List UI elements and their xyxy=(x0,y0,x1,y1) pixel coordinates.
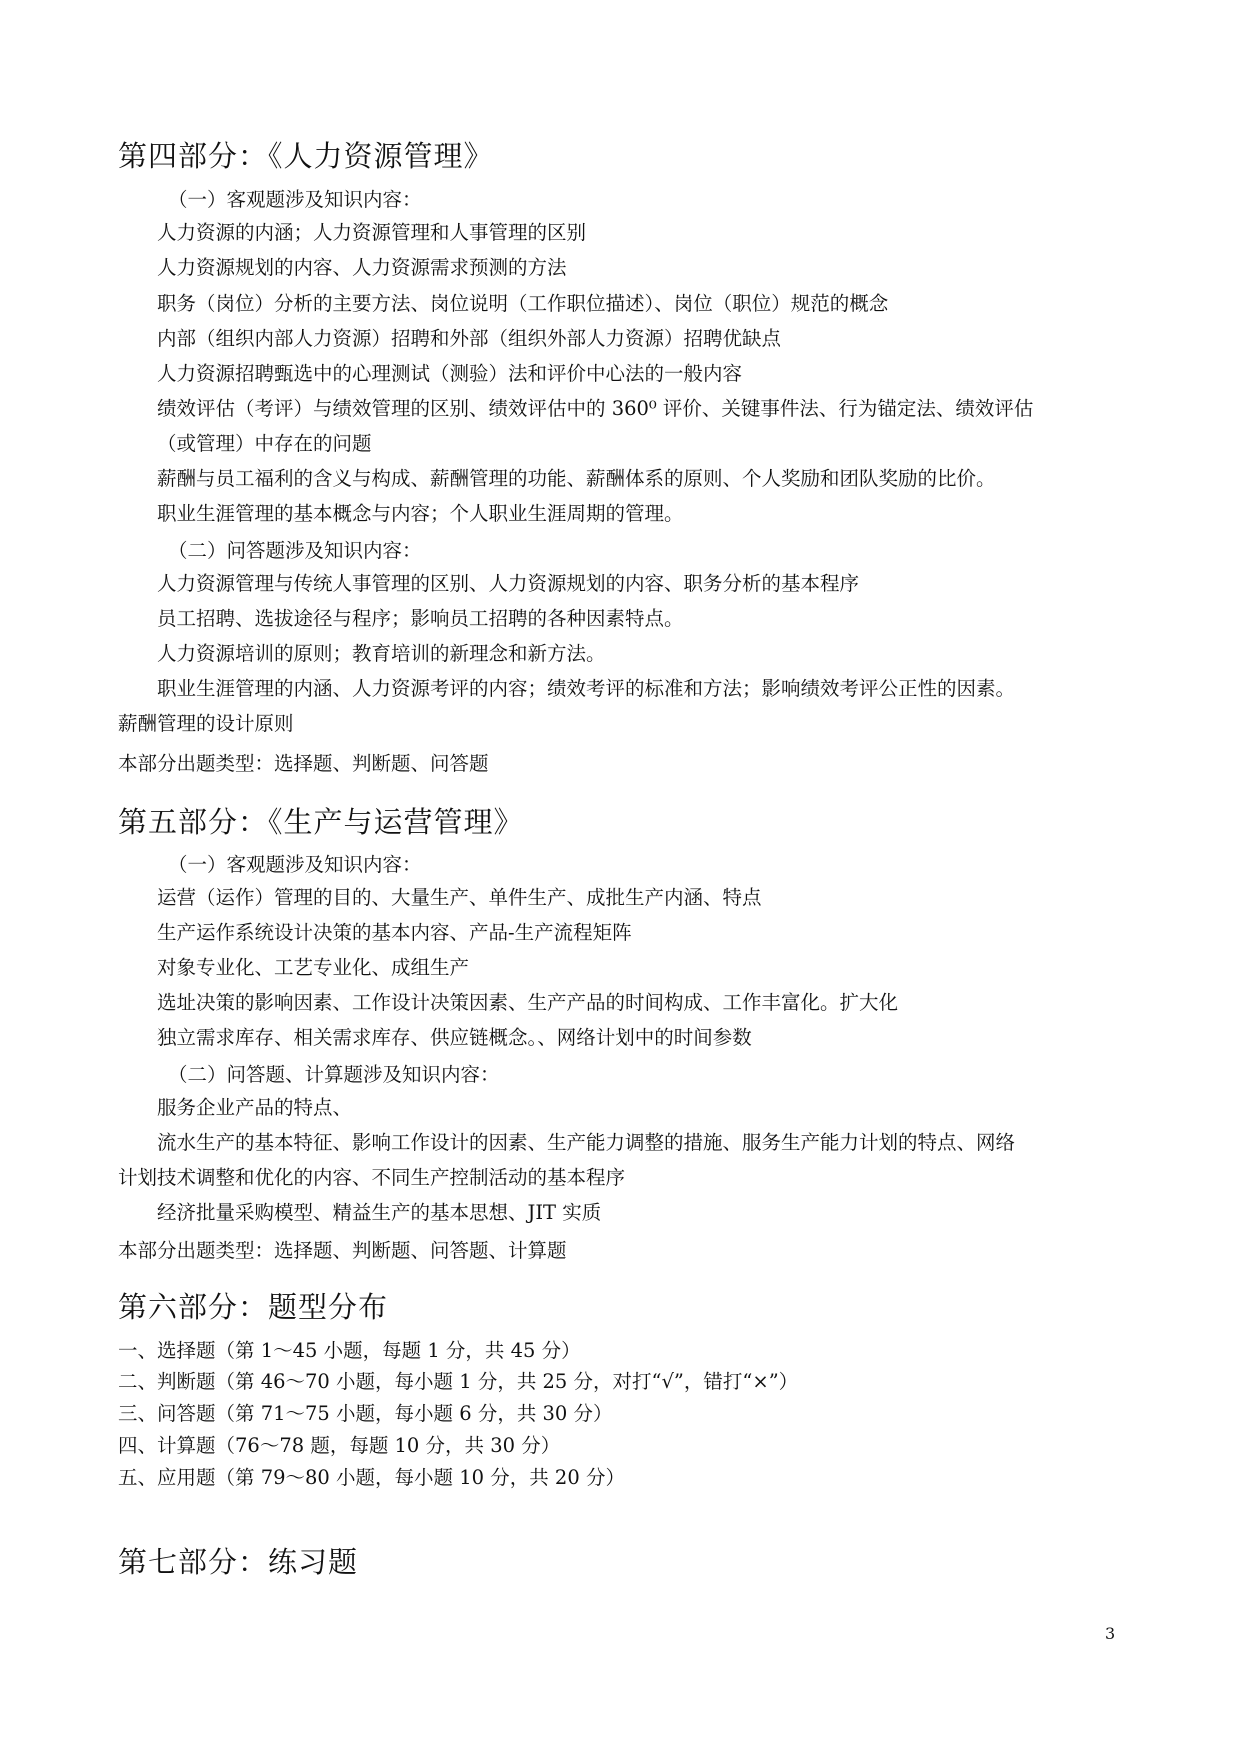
part4-qa-item: 员工招聘、选拔途径与程序；影响员工招聘的各种因素特点。 xyxy=(157,607,684,630)
part4-objective-item: 职业生涯管理的基本概念与内容；个人职业生涯周期的管理。 xyxy=(157,502,684,525)
part6-item: 三、问答题（第 71～75 小题，每小题 6 分，共 30 分） xyxy=(118,1402,613,1425)
part5-qa-item: 服务企业产品的特点、 xyxy=(157,1096,353,1119)
part4-types: 本部分出题类型：选择题、判断题、问答题 xyxy=(118,752,489,775)
part5-qa-item: 经济批量采购模型、精益生产的基本思想、JIT 实质 xyxy=(157,1201,602,1224)
part4-objective-item: 人力资源招聘甄选中的心理测试（测验）法和评价中心法的一般内容 xyxy=(157,362,743,385)
part5-objective-item: 选址决策的影响因素、工作设计决策因素、生产产品的时间构成、工作丰富化。扩大化 xyxy=(157,991,899,1014)
part4-qa-item: 职业生涯管理的内涵、人力资源考评的内容；绩效考评的标准和方法；影响绩效考评公正性的因素。 xyxy=(157,677,1016,700)
part6-item: 四、计算题（76～78 题，每题 10 分，共 30 分） xyxy=(118,1434,561,1457)
part5-objective-item: 运营（运作）管理的目的、大量生产、单件生产、成批生产内涵、特点 xyxy=(157,886,762,909)
part4-objective-item: 绩效评估（考评）与绩效管理的区别、绩效评估中的 360⁰ 评价、关键事件法、行为锚定法、绩效评估 xyxy=(157,397,1034,420)
part5-objective-item: 独立需求库存、相关需求库存、供应链概念。、网络计划中的时间参数 xyxy=(157,1026,752,1049)
part6-item: 五、应用题（第 79～80 小题，每小题 10 分，共 20 分） xyxy=(118,1466,625,1489)
part4-qa-item: 人力资源管理与传统人事管理的区别、人力资源规划的内容、职务分析的基本程序 xyxy=(157,572,860,595)
part4-objective-item: 人力资源的内涵；人力资源管理和人事管理的区别 xyxy=(157,221,587,244)
part5-objective-item: 生产运作系统设计决策的基本内容、产品-生产流程矩阵 xyxy=(157,921,632,944)
part4-objective-item: 薪酬与员工福利的含义与构成、薪酬管理的功能、薪酬体系的原则、个人奖励和团队奖励的比价。 xyxy=(157,467,996,490)
part4-qa-heading: （二）问答题涉及知识内容： xyxy=(168,539,422,562)
part5-types: 本部分出题类型：选择题、判断题、问答题、计算题 xyxy=(118,1239,567,1262)
part6-item: 一、选择题（第 1～45 小题，每题 1 分，共 45 分） xyxy=(118,1339,581,1362)
part7-title: 第七部分：练习题 xyxy=(118,1545,359,1579)
part4-qa-item: 薪酬管理的设计原则 xyxy=(118,712,294,735)
part6-title: 第六部分：题型分布 xyxy=(118,1290,389,1324)
part5-objective-heading: （一）客观题涉及知识内容： xyxy=(168,853,422,876)
part5-qa-heading: （二）问答题、计算题涉及知识内容： xyxy=(168,1063,500,1086)
part4-objective-item: 职务（岗位）分析的主要方法、岗位说明（工作职位描述）、岗位（职位）规范的概念 xyxy=(157,292,889,315)
part4-objective-item: （或管理）中存在的问题 xyxy=(157,432,372,455)
part4-qa-item: 人力资源培训的原则；教育培训的新理念和新方法。 xyxy=(157,642,606,665)
page-number: 3 xyxy=(1105,1624,1116,1643)
part4-objective-item: 内部（组织内部人力资源）招聘和外部（组织外部人力资源）招聘优缺点 xyxy=(157,327,782,350)
part5-qa-item: 流水生产的基本特征、影响工作设计的因素、生产能力调整的措施、服务生产能力计划的特点、网络 xyxy=(157,1131,1016,1154)
part6-item: 二、判断题（第 46～70 小题，每小题 1 分，共 25 分，对打“√”，错打“×”） xyxy=(118,1370,799,1393)
part5-title: 第五部分：《生产与运营管理》 xyxy=(118,805,524,839)
part4-title: 第四部分：《人力资源管理》 xyxy=(118,139,494,173)
part4-objective-heading: （一）客观题涉及知识内容： xyxy=(168,188,422,211)
part5-objective-item: 对象专业化、工艺专业化、成组生产 xyxy=(157,956,470,979)
part4-objective-item: 人力资源规划的内容、人力资源需求预测的方法 xyxy=(157,256,567,279)
part5-qa-item: 计划技术调整和优化的内容、不同生产控制活动的基本程序 xyxy=(118,1166,626,1189)
